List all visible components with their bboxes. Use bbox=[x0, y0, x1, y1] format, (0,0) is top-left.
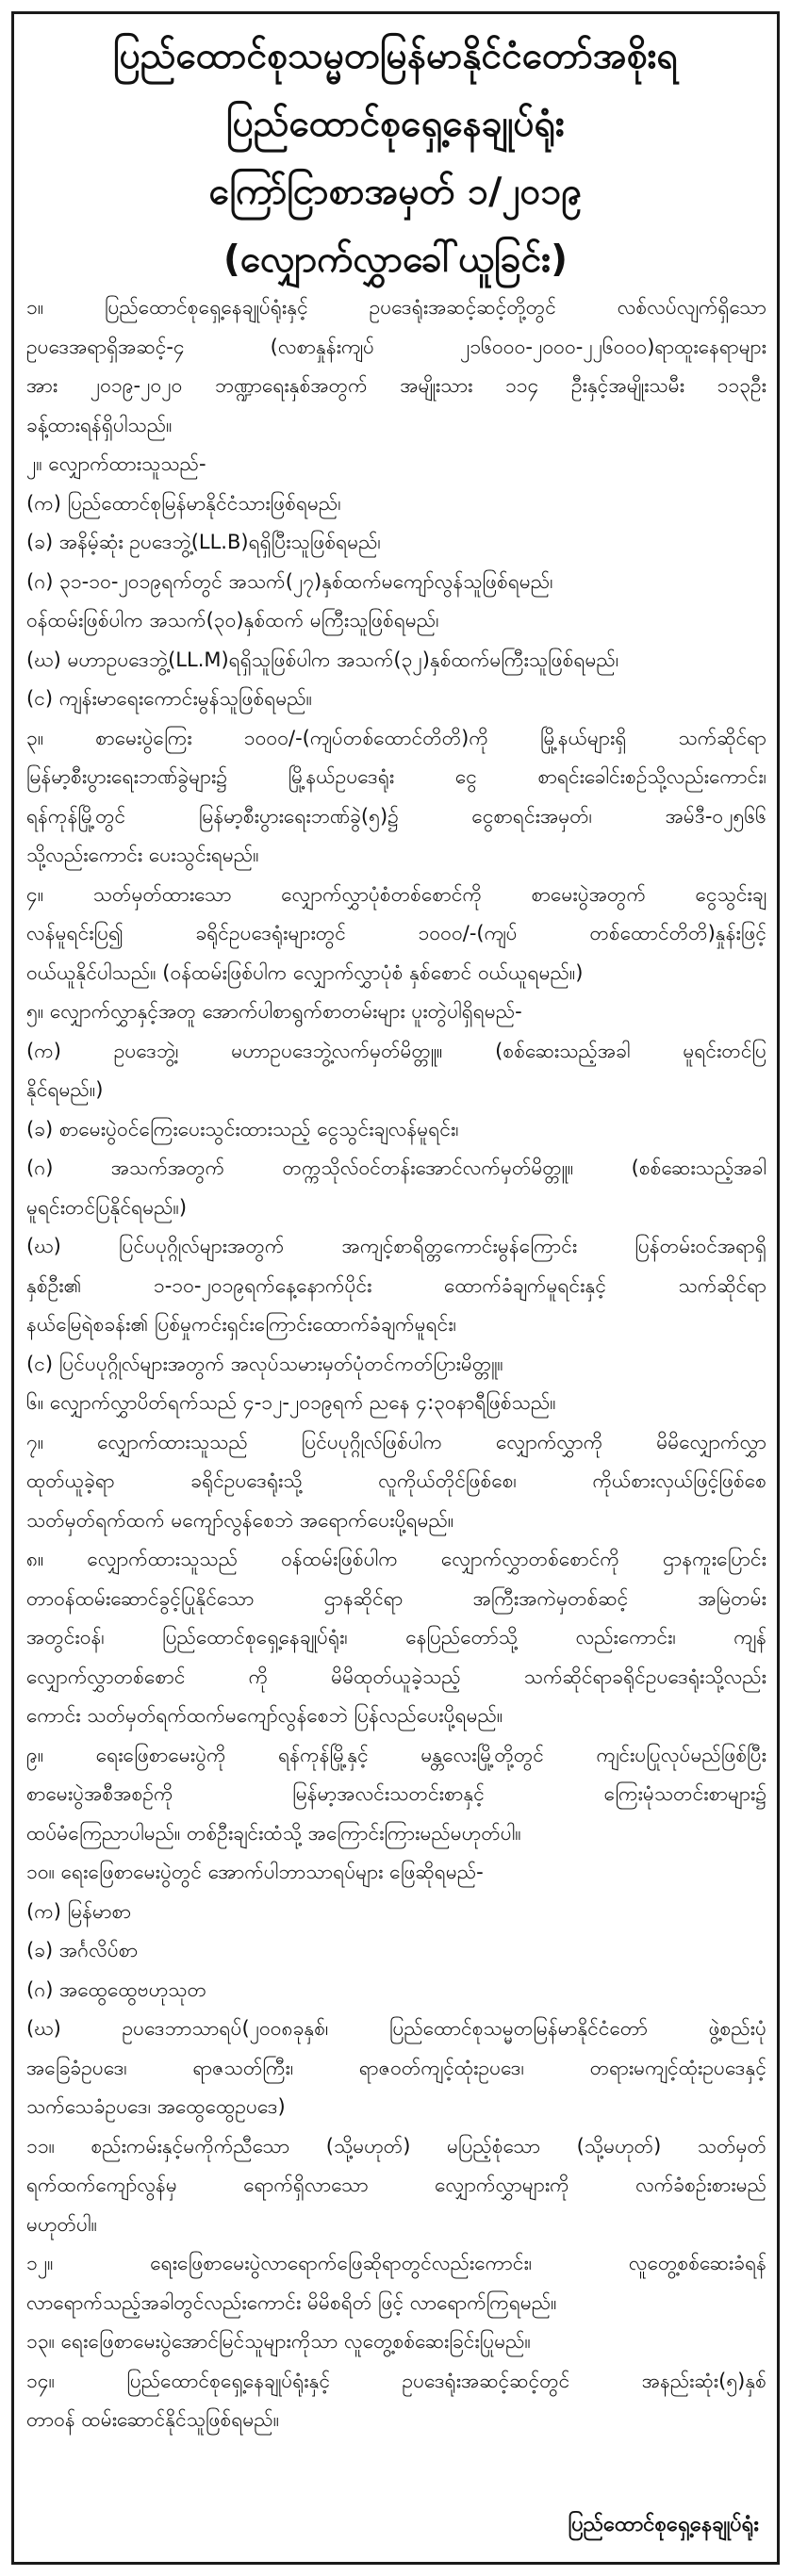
body-line: ၁၂။ ရေးဖြေစာမေးပွဲလာရောက်ဖြေဆိုရာတွင်လည်းကောင်း၊ လူတွေ့စစ်ဆေးခံရန် bbox=[26, 2252, 766, 2274]
body-line: (က) မြန်မာစာ bbox=[26, 1899, 132, 1923]
body-line: ၁၄။ ပြည်ထောင်စုရှေ့နေချုပ်ရုံးနှင့် ဥပဒေရုံးအဆင့်ဆင့်တွင် အနည်းဆုံး(၅)နှစ် bbox=[26, 2369, 766, 2392]
body-line: တာဝန် ထမ်းဆောင်နိုင်သူဖြစ်ရမည်။ bbox=[26, 2408, 280, 2431]
body-line: ရက်ထက်ကျော်လွန်မှ ရောက်ရှိလာသော လျှောက်လွှာများကို လက်ခံစဉ်းစားမည် bbox=[26, 2174, 766, 2196]
issuing-office-signature: ပြည်ထောင်စုရှေ့နေချုပ်ရုံး bbox=[568, 2513, 759, 2536]
body-line: (ဂ) အထွေထွေဗဟုသုတ bbox=[26, 1977, 207, 2001]
body-line: လာရောက်သည့်အခါတွင်လည်းကောင်း မိမိစရိတ် ဖြင့် လာရောက်ကြရမည်။ bbox=[26, 2290, 557, 2314]
body-line: ဝန်ထမ်းဖြစ်ပါက အသက်(၃၀)နှစ်ထက် မကြီးသူဖြစ်ရမည်၊ bbox=[26, 609, 439, 632]
body-line: (ခ) စာမေးပွဲဝင်ကြေးပေးသွင်းထားသည့် ငွေသွင်းချလန်မူရင်း၊ bbox=[26, 1117, 459, 1140]
body-line: အား ၂၀၁၉-၂၀၂၀ ဘဏ္ဍာရေးနှစ်အတွက် အမျိုးသား ၁၁၄ ဦးနှင့်အမျိုးသမီး ၁၁၃ဦး bbox=[26, 374, 766, 397]
body-line: မြန်မာ့စီးပွားရေးဘဏ်ခွဲများ၌ မြို့နယ်ဥပဒေရုံး ငွေ စာရင်းခေါင်းစဉ်သို့လည်းကောင်း၊ bbox=[26, 765, 766, 788]
body-line: ဝယ်ယူနိုင်ပါသည်။ (ဝန်ထမ်းဖြစ်ပါက လျှောက်လွှာပုံစံ နှစ်စောင် ဝယ်ယူရမည်။) bbox=[26, 960, 584, 984]
body-line: (င) ပြင်ပပုဂ္ဂိုလ်များအတွက် အလုပ်သမားမှတ်ပုံတင်ကတ်ပြားမိတ္တူ။ bbox=[26, 1352, 503, 1375]
body-line: (ဃ) ဥပဒေဘာသာရပ်(၂၀၀၈ခုနှစ်၊ ပြည်ထောင်စုသမ္မတမြန်မာနိုင်ငံတော် ဖွဲ့စည်းပုံ bbox=[26, 2017, 766, 2040]
body-line: လန်မူရင်းပြ၍ ခရိုင်ဥပဒေရုံးများတွင် ၁၀၀၀/-(ကျပ် တစ်ထောင်တိတိ)နှုန်းဖြင့် bbox=[26, 922, 766, 944]
body-line: ၁၃။ ရေးဖြေစာမေးပွဲအောင်မြင်သူများကိုသာ လူတွေ့စစ်ဆေးခြင်းပြုမည်။ bbox=[26, 2330, 531, 2353]
body-line: ၁၀။ ရေးဖြေစာမေးပွဲတွင် အောက်ပါဘာသာရပ်များ ဖြေဆိုရမည်- bbox=[26, 1861, 484, 1883]
body-line: သတ်မှတ်ရက်ထက် မကျော်လွန်စေဘဲ အရောက်ပေးပို့ရမည်။ bbox=[26, 1508, 454, 1532]
body-line: (ခ) အနိမ့်ဆုံး ဥပဒေဘွဲ့(LL.B)ရရှိပြီးသူဖြစ်ရမည်၊ bbox=[26, 531, 381, 553]
body-line: ၁။ ပြည်ထောင်စုရှေ့နေချုပ်ရုံးနှင့် ဥပဒေရုံးအဆင့်ဆင့်တို့တွင် လစ်လပ်လျက်ရှိသော bbox=[26, 296, 766, 319]
body-line: ၆။ လျှောက်လွှာပိတ်ရက်သည် ၄-၁၂-၂၀၁၉ရက် ညနေ ၄:၃၀နာရီဖြစ်သည်။ bbox=[26, 1391, 556, 1414]
body-line: သို့လည်းကောင်း ပေးသွင်းရမည်။ bbox=[26, 844, 259, 866]
body-line: ကောင်း သတ်မှတ်ရက်ထက်မကျော်လွန်စေဘဲ ပြန်လည်ပေးပို့ရမည်။ bbox=[26, 1704, 503, 1727]
body-line: သက်သေခံဥပဒေ၊ အထွေထွေဥပဒေ) bbox=[26, 2095, 286, 2118]
body-line: ထုတ်ယူခဲ့ရာ ခရိုင်ဥပဒေရုံးသို့ လူကိုယ်တိုင်ဖြစ်စေ၊ ကိုယ်စားလှယ်ဖြင့်ဖြစ်စေ bbox=[26, 1469, 766, 1492]
body-line: (ဃ) မဟာဥပဒေဘွဲ့(LL.M)ရရှိသူဖြစ်ပါက အသက်(၃၂)နှစ်ထက်မကြီးသူဖြစ်ရမည်၊ bbox=[26, 648, 619, 671]
header-notice-number: ကြော်ငြာစာအမှတ် ၁/၂၀၁၉ bbox=[208, 171, 583, 213]
body-line: ၃။ စာမေးပွဲကြေး ၁၀၀၀/-(ကျပ်တစ်ထောင်တိတိ)ကို မြို့နယ်များရှိ သက်ဆိုင်ရာ bbox=[26, 726, 766, 749]
body-line: နယ်မြေရဲစခန်း၏ ပြစ်မှုကင်းရှင်းကြောင်းထောက်ခံချက်မူရင်း၊ bbox=[26, 1313, 456, 1336]
body-line: ၇။ လျှောက်ထားသူသည် ပြင်ပပုဂ္ဂိုလ်ဖြစ်ပါက လျှောက်လွှာကို မိမိလျှောက်လွှာ bbox=[26, 1430, 766, 1453]
body-line: ၈။ လျှောက်ထားသူသည် ဝန်ထမ်းဖြစ်ပါက လျှောက်လွှာတစ်စောင်ကို ဌာနကူးပြောင်း bbox=[26, 1548, 766, 1570]
announcement-header bbox=[26, 23, 765, 294]
body-line: ၅။ လျှောက်လွှာနှင့်အတူ အောက်ပါစာရွက်စာတမ်းများ ပူးတွဲပါရှိရမည်- bbox=[26, 1000, 522, 1023]
body-line: ရန်ကုန်မြို့တွင် မြန်မာ့စီးပွားရေးဘဏ်ခွဲ(၅)၌ ငွေစာရင်းအမှတ်၊ အမ်ဒီ-၀၂၅၆၆ bbox=[26, 804, 766, 828]
body-line: (ဂ) အသက်အတွက် တက္ကသိုလ်ဝင်တန်းအောင်လက်မှတ်မိတ္တူ။ (စစ်ဆေးသည့်အခါ bbox=[26, 1157, 766, 1179]
body-line: ၂။ လျှောက်ထားသူသည်- bbox=[26, 452, 206, 475]
body-line: (က) ဥပဒေဘွဲ့၊ မဟာဥပဒေဘွဲ့လက်မှတ်မိတ္တူ။ (စစ်ဆေးသည့်အခါ မူရင်းတင်ပြ bbox=[26, 1039, 766, 1062]
header-government-title: ပြည်ထောင်စုသမ္မတမြန်မာနိုင်ငံတော်အစိုးရ bbox=[113, 35, 678, 77]
body-line: ခန့်ထားရန်ရှိပါသည်။ bbox=[26, 413, 173, 436]
body-line: ၁၁။ စည်းကမ်းနှင့်မကိုက်ညီသော (သို့မဟုတ်) မပြည့်စုံသော (သို့မဟုတ်) သတ်မှတ် bbox=[26, 2134, 766, 2158]
body-line: ၉။ ရေးဖြေစာမေးပွဲကို ရန်ကုန်မြို့နှင့် မန္တလေးမြို့တို့တွင် ကျင်းပပြုလုပ်မည်ဖြစ်ပြီး bbox=[26, 1743, 766, 1766]
body-line: (ဂ) ၃၁-၁၀-၂၀၁၉ရက်တွင် အသက်(၂၇)နှစ်ထက်မကျော်လွန်သူဖြစ်ရမည်၊ bbox=[26, 569, 553, 593]
body-line: (ဃ) ပြင်ပပုဂ္ဂိုလ်များအတွက် အကျင့်စာရိတ္တကောင်းမွန်ကြောင်း ပြန်တမ်းဝင်အရာရှိ bbox=[26, 1235, 766, 1257]
body-line: (က) ပြည်ထောင်စုမြန်မာနိုင်ငံသားဖြစ်ရမည်၊ bbox=[26, 491, 341, 515]
body-line: နိုင်ရမည်။) bbox=[26, 1078, 104, 1101]
body-line: မူရင်းတင်ပြနိုင်ရမည်။) bbox=[26, 1195, 188, 1219]
announcement-body bbox=[26, 288, 766, 2440]
body-line: အတွင်းဝန်၊ ပြည်ထောင်စုရှေ့နေချုပ်ရုံး၊ နေပြည်တော်သို့ လည်းကောင်း၊ ကျန် bbox=[26, 1626, 766, 1649]
body-line: (ခ) အင်္ဂလိပ်စာ bbox=[26, 1939, 139, 1961]
header-office-title: ပြည်ထောင်စုရှေ့နေချုပ်ရုံး bbox=[226, 103, 565, 145]
body-line: တာဝန်ထမ်းဆောင်ခွင့်ပြုနိုင်သော ဌာနဆိုင်ရာ အကြီးအကဲမှတစ်ဆင့် အမြဲတမ်း bbox=[26, 1586, 766, 1610]
body-line: နှစ်ဦး၏ ၁-၁၀-၂၀၁၉ရက်နေ့နောက်ပိုင်း ထောက်ခံချက်မူရင်းနှင့် သက်ဆိုင်ရာ bbox=[26, 1273, 766, 1297]
body-line: ၄။ သတ်မှတ်ထားသော လျှောက်လွှာပုံစံတစ်စောင်ကို စာမေးပွဲအတွက် ငွေသွင်းချ bbox=[26, 882, 766, 906]
body-line: ထပ်မံကြေညာပါမည်။ တစ်ဦးချင်းထံသို့ အကြောင်းကြားမည်မဟုတ်ပါ။ bbox=[26, 1821, 521, 1845]
body-line: အခြေခံဥပဒေ၊ ရာဇသတ်ကြီး၊ ရာဇဝတ်ကျင့်ထုံးဥပဒေ၊ တရားမကျင့်ထုံးဥပဒေနှင့် bbox=[26, 2056, 766, 2079]
body-line: (င) ကျန်းမာရေးကောင်းမွန်သူဖြစ်ရမည်။ bbox=[26, 687, 312, 710]
header-notice-subject: (လျှောက်လွှာခေါ်ယူခြင်း) bbox=[223, 238, 568, 281]
body-line: ဥပဒေအရာရှိအဆင့်-၄ (လစာနှုန်းကျပ် ၂၁၆၀၀၀-၂၀၀၀-၂၂၆၀၀၀)ရာထူးနေရာများ bbox=[26, 335, 766, 358]
body-line: လျှောက်လွှာတစ်စောင် ကို မိမိထုတ်ယူခဲ့သည့် သက်ဆိုင်ရာခရိုင်ဥပဒေရုံးသို့လည်း bbox=[26, 1665, 766, 1688]
body-line: စာမေးပွဲအစီအစဉ်ကို မြန်မာ့အလင်းသတင်းစာနှင့် ကြေးမုံသတင်းစာများ၌ bbox=[26, 1782, 766, 1805]
body-line: မဟုတ်ပါ။ bbox=[26, 2212, 97, 2236]
